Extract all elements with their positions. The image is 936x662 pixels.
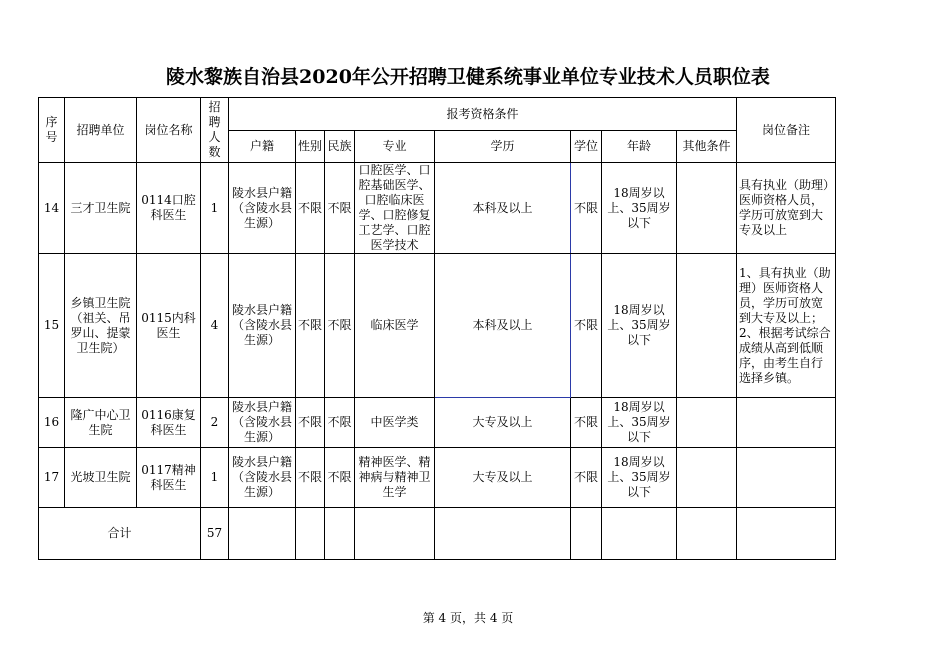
row-age: 18周岁以上、35周岁以下 xyxy=(602,398,677,448)
header-seq: 序号 xyxy=(39,98,65,163)
row-position: 0116康复科医生 xyxy=(137,398,201,448)
row-position: 0117精神科医生 xyxy=(137,448,201,508)
row-ethnicity: 不限 xyxy=(325,398,355,448)
row-seq: 15 xyxy=(39,254,65,398)
header-remarks: 岗位备注 xyxy=(737,98,836,163)
row-major: 中医学类 xyxy=(355,398,435,448)
row-unit: 光坡卫生院 xyxy=(65,448,137,508)
header-age: 年龄 xyxy=(602,131,677,163)
row-remarks xyxy=(737,448,836,508)
row-count: 4 xyxy=(201,254,229,398)
row-unit: 三才卫生院 xyxy=(65,163,137,254)
header-education: 学历 xyxy=(435,131,571,163)
row-other xyxy=(677,254,737,398)
table-row xyxy=(39,448,836,508)
row-degree: 不限 xyxy=(571,448,602,508)
row-age: 18周岁以上、35周岁以下 xyxy=(602,163,677,254)
row-huji: 陵水县户籍（含陵水县生源） xyxy=(229,254,296,398)
row-huji: 陵水县户籍（含陵水县生源） xyxy=(229,398,296,448)
table-row xyxy=(39,163,836,254)
row-remarks: 具有执业（助理）医师资格人员，学历可放宽到大专及以上 xyxy=(737,163,836,254)
row-seq: 17 xyxy=(39,448,65,508)
row-age: 18周岁以上、35周岁以下 xyxy=(602,448,677,508)
header-position: 岗位名称 xyxy=(137,98,201,163)
row-degree: 不限 xyxy=(571,163,602,254)
total-row xyxy=(39,508,836,560)
row-gender: 不限 xyxy=(296,448,325,508)
row-degree: 不限 xyxy=(571,254,602,398)
header-conditions: 报考资格条件 xyxy=(229,98,737,131)
row-education: 本科及以上 xyxy=(435,254,571,398)
row-gender: 不限 xyxy=(296,398,325,448)
row-ethnicity: 不限 xyxy=(325,163,355,254)
total-label: 合计 xyxy=(39,508,201,560)
row-seq: 16 xyxy=(39,398,65,448)
header-huji: 户籍 xyxy=(229,131,296,163)
row-remarks xyxy=(737,398,836,448)
row-count: 1 xyxy=(201,163,229,254)
position-table xyxy=(38,97,836,560)
header-row-1 xyxy=(39,98,836,131)
row-degree: 不限 xyxy=(571,398,602,448)
header-major: 专业 xyxy=(355,131,435,163)
table-row xyxy=(39,398,836,448)
header-other: 其他条件 xyxy=(677,131,737,163)
row-major: 精神医学、精神病与精神卫生学 xyxy=(355,448,435,508)
header-ethnicity: 民族 xyxy=(325,131,355,163)
header-unit: 招聘单位 xyxy=(65,98,137,163)
row-gender: 不限 xyxy=(296,254,325,398)
header-gender: 性别 xyxy=(296,131,325,163)
row-position: 0115内科医生 xyxy=(137,254,201,398)
total-count: 57 xyxy=(201,508,229,560)
row-remarks: 1、具有执业（助理）医师资格人员，学历可放宽到大专及以上；2、根据考试综合成绩从高到低顺序，由考生自行选择乡镇。 xyxy=(737,254,836,398)
row-huji: 陵水县户籍（含陵水县生源） xyxy=(229,448,296,508)
row-count: 1 xyxy=(201,448,229,508)
row-education: 大专及以上 xyxy=(435,448,571,508)
row-count: 2 xyxy=(201,398,229,448)
row-other xyxy=(677,448,737,508)
row-unit: 乡镇卫生院（祖关、吊罗山、提蒙卫生院） xyxy=(65,254,137,398)
row-ethnicity: 不限 xyxy=(325,254,355,398)
row-age: 18周岁以上、35周岁以下 xyxy=(602,254,677,398)
row-other xyxy=(677,163,737,254)
row-other xyxy=(677,398,737,448)
row-major: 口腔医学、口腔基础医学、口腔临床医学、口腔修复工艺学、口腔医学技术 xyxy=(355,163,435,254)
page-title: 陵水黎族自治县2020年公开招聘卫健系统事业单位专业技术人员职位表 xyxy=(166,66,770,88)
row-education: 本科及以上 xyxy=(435,163,571,254)
header-count: 招聘人数 xyxy=(201,98,229,163)
row-position: 0114口腔科医生 xyxy=(137,163,201,254)
row-major: 临床医学 xyxy=(355,254,435,398)
row-education: 大专及以上 xyxy=(435,398,571,448)
row-seq: 14 xyxy=(39,163,65,254)
table-row xyxy=(39,254,836,398)
row-huji: 陵水县户籍（含陵水县生源） xyxy=(229,163,296,254)
page-footer: 第 4 页，共 4 页 xyxy=(422,611,514,625)
row-gender: 不限 xyxy=(296,163,325,254)
row-unit: 隆广中心卫生院 xyxy=(65,398,137,448)
row-ethnicity: 不限 xyxy=(325,448,355,508)
header-degree: 学位 xyxy=(571,131,602,163)
